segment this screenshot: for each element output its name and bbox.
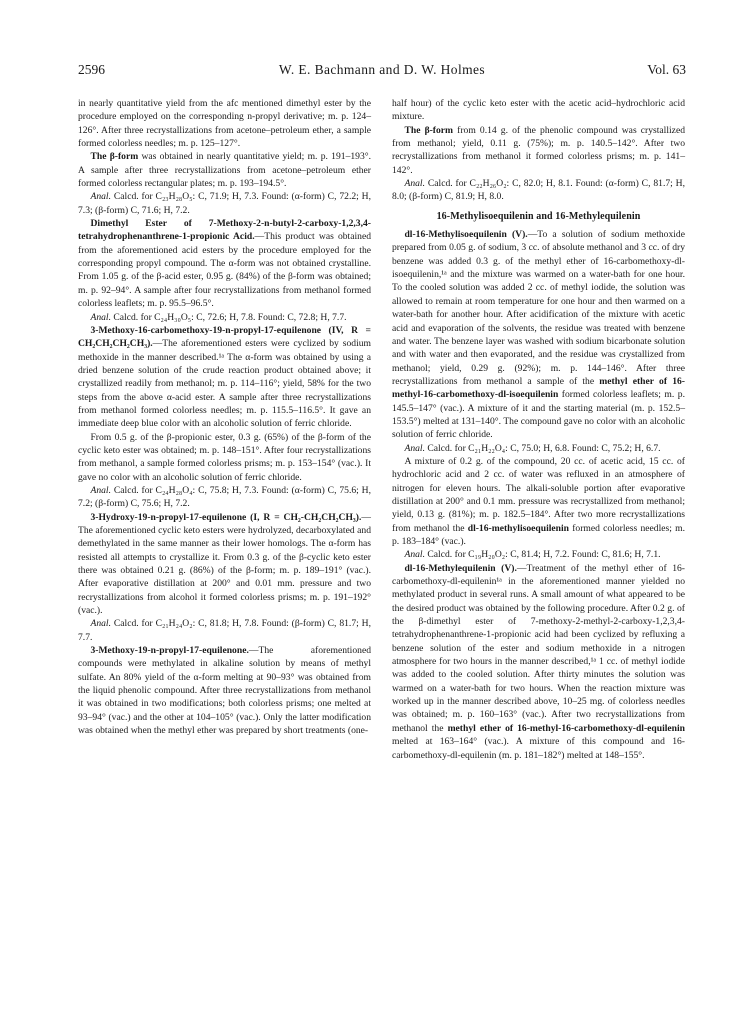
paragraph bbox=[78, 324, 371, 431]
paragraph bbox=[78, 511, 371, 618]
paragraph bbox=[392, 455, 685, 548]
paragraph-text: in nearly quantitative yield from the afc mentioned dimethyl ester by the procedure employed on the corresponding n-propyl derivative; m. p. 124–126°. After three recrystallizations from acetone–petroleum ether, a sample formed colorless needles; m. p. 125–127°. bbox=[78, 98, 371, 150]
paragraph-text: melted at 163–164° (vac.). A mixture of this compound and 16-carbomethoxy-dl-equilenin (m. p. 181–182°) melted at 148–155°. bbox=[392, 736, 685, 761]
anal-label: Anal. bbox=[404, 442, 425, 454]
analysis-paragraph bbox=[392, 177, 685, 204]
right-column bbox=[392, 97, 685, 762]
paragraph-lead: The β-form bbox=[404, 124, 454, 136]
paragraph-text: formed colorless needles; m. p. 183–184° (vac.). bbox=[392, 522, 685, 547]
section-heading: 16-Methylisoequilenin and 16-Methylequilenin bbox=[436, 210, 641, 222]
paragraph-text: —The aforementioned cyclic keto esters were hydrolyzed, decarboxylated and demethylated in the same manner as their lower homologs. The α-form has resisted all attempts to crystallize it. From 0.3 g. of the β-cyclic keto ester there was obtained 0.21 g. (86%) of the β-form; m. p. 189–191° (vac.). After evaporative distillation at 200° and 0.01 mm. pressure and two recrystallizations from alcohol it formed colorless prisms; m. p. 191–192° (vac.). bbox=[78, 511, 371, 617]
running-title: W. E. Bachmann and D. W. Holmes bbox=[278, 62, 486, 77]
running-header bbox=[78, 62, 686, 80]
paragraph-text: formed colorless leaflets; m. p. 145.5–147° (vac.). A mixture of it and the starting material (m. p. 152.5–153.5°) melted at 131–140°. The compound gave no color with an alcoholic solution of ferric chloride. bbox=[392, 389, 685, 441]
analysis-paragraph bbox=[78, 311, 371, 324]
paragraph bbox=[78, 97, 371, 150]
paragraph-text: —The aforementioned compounds were methylated in alkaline solution by means of methyl sulfate. An 80% yield of the α-form melting at 90–93° was obtained from the liquid phenolic compound. After three recrystallizations from methanol it was obtained in two modifications; both colorless prisms; one melted at 93–94° (vac.) and the other at 104–105° (vac.). Only the latter modification was obtained when the methyl ether was prepared by short treatments (one- bbox=[78, 645, 371, 737]
compound-heading: 3-Methoxy-19-n-propyl-17-equilenone. bbox=[90, 645, 249, 657]
paragraph-lead: The β-form bbox=[90, 151, 139, 163]
paragraph bbox=[78, 431, 371, 484]
analysis-paragraph bbox=[78, 617, 371, 644]
paragraph bbox=[78, 644, 371, 737]
compound-name: methyl ether of 16-methyl-16-carbomethoxy-dl-equilenin bbox=[447, 722, 685, 734]
compound-name: dl-16-methylisoequilenin bbox=[467, 522, 570, 534]
anal-label: Anal. bbox=[90, 191, 111, 203]
compound-heading: dl-16-Methylisoequilenin (V). bbox=[404, 229, 528, 241]
compound-heading: 3-Hydroxy-19-n-propyl-17-equilenone (I, R = CH₂-CH₂CH₂CH₃). bbox=[90, 511, 362, 523]
paragraph-text: Calcd. for C₂₁H₂₂O₄: C, 75.0; H, 6.8. Found: C, 75.2; H, 6.7. bbox=[425, 442, 661, 454]
paragraph-text: Calcd. for C₂₃H₂₈O₅: C, 71.9; H, 7.3. Found: (α-form) C, 72.2; H, 7.3; (β-form) C, 71.6; H, 7.2. bbox=[78, 191, 371, 216]
anal-label: Anal. bbox=[404, 549, 425, 561]
paragraph-text: Calcd. for C₂₄H₃₀O₅: C, 72.6; H, 7.8. Found: C, 72.8; H, 7.7. bbox=[111, 311, 347, 323]
analysis-paragraph bbox=[392, 548, 685, 561]
anal-label: Anal. bbox=[90, 311, 111, 323]
paragraph bbox=[392, 228, 685, 442]
paragraph-text: was obtained in nearly quantitative yield; m. p. 191–193°. A sample after three recrystallizations from acetone–petroleum ether formed colorless rectangular plates; m. p. 193–194.5°. bbox=[78, 151, 371, 190]
analysis-paragraph bbox=[78, 190, 371, 217]
paragraph bbox=[78, 217, 371, 310]
paragraph-text: A mixture of 0.2 g. of the compound, 20 cc. of acetic acid, 15 cc. of hydrochloric acid and 2 cc. of water was refluxed in an atmosphere of nitrogen for eleven hours. The alkali-soluble portion after evaporative distillation at 200° and 0.1 mm. pressure was recrystallized from methanol; yield, 0.13 g. (81%); m. p. 182.5–184°. After two more recrystallizations from methanol the bbox=[392, 455, 685, 534]
compound-heading: Dimethyl Ester of 7-Methoxy-2-n-butyl-2-carboxy-1,2,3,4-tetrahydrophenanthrene-1-propionic Acid. bbox=[78, 218, 371, 243]
paragraph-text: —The aforementioned esters were cyclized by sodium methoxide in the manner described.¹ᵃ The α-form was obtained by using a dried benzene solution of the crude reaction product obtained above; it crystallized readily from methanol; m. p. 114–116°; yield, 58% for the two steps from the above α-acid ester. A sample after three recrystallizations from methanol formed colorless needles; m. p. 115.5–116.5°. It gave an immediate deep blue color with an alcoholic solution of ferric chloride. bbox=[78, 338, 371, 430]
analysis-paragraph bbox=[392, 442, 685, 455]
paragraph-text: Calcd. for C₁₉H₂₀O₂: C, 81.4; H, 7.2. Found: C, 81.6; H, 7.1. bbox=[425, 549, 661, 561]
paragraph-text: From 0.5 g. of the β-propionic ester, 0.3 g. (65%) of the β-form of the cyclic keto ester was obtained; m. p. 148–151°. After four recrystallizations from methanol, a sample formed colorless prisms; m. p. 153–154° (vac.). It gave no color with an alcoholic solution of ferric chloride. bbox=[78, 431, 371, 483]
paragraph bbox=[392, 124, 685, 177]
anal-label: Anal. bbox=[90, 618, 111, 630]
volume-label: Vol. 63 bbox=[647, 62, 686, 77]
paragraph-text: Calcd. for C₂₄H₂₈O₄: C, 75.8; H, 7.3. Found: (α-form) C, 75.6; H, 7.2; (β-form) C, 75.6; H, 7.2. bbox=[78, 484, 371, 510]
compound-heading: dl-16-Methylequilenin (V). bbox=[404, 562, 517, 574]
paragraph-text: half hour) of the cyclic keto ester with the acetic acid–hydrochloric acid mixture. bbox=[392, 98, 685, 123]
paragraph bbox=[392, 97, 685, 124]
compound-heading: 3-Methoxy-16-carbomethoxy-19-n-propyl-17-equilenone (IV, R = CH₂CH₂CH₂CH₃). bbox=[78, 324, 371, 350]
page-number: 2596 bbox=[78, 62, 105, 77]
left-column bbox=[78, 97, 371, 738]
compound-name: methyl ether of 16-methyl-16-carbomethoxy-dl-isoequilenin bbox=[392, 375, 685, 401]
paragraph-text: —This product was obtained from the aforementioned acid esters by the procedure employed for the corresponding propyl compound. The α-form was not obtained crystalline. From 1.05 g. of the β-acid ester, 0.95 g. (84%) of the β-form was obtained; m. p. 92–94°. A sample after four recrystallizations from methanol formed colorless leaflets; m. p. 95.5–96.5°. bbox=[78, 231, 372, 310]
analysis-paragraph bbox=[78, 484, 371, 511]
paragraph-text: —To a solution of sodium methoxide prepared from 0.05 g. of sodium, 3 cc. of absolute methanol and 3 cc. of dry benzene was added 0.3 g. of the methyl ether of 16-carbomethoxy-dl-isoequilenin,¹ᵃ and the mixture was warmed on a water-bath for one hour. To the cooled solution was added 2 cc. of methyl iodide, the solution was allowed to remain at room temperature for one hour and then warmed on a water-bath for another hour. After acidification of the mixture with acetic acid and evaporation of the solvents, the residue was treated with benzene and water. The benzene layer was washed with sodium bicarbonate solution and with water and then evaporated, and the residue was crystallized from methanol; yield, 0.29 g. (92%); m. p. 144–146°. After three recrystallizations from methanol a sample of the bbox=[392, 229, 685, 387]
anal-label: Anal. bbox=[90, 484, 111, 496]
anal-label: Anal. bbox=[404, 178, 425, 190]
paragraph-text: from 0.14 g. of the phenolic compound was crystallized from methanol; yield, 0.11 g. (75%); m. p. 140.5–142°. After two recrystallizations from methanol it formed colorless prisms; m. p. 141–142°. bbox=[392, 124, 685, 176]
paragraph-text: Calcd. for C₂₁H₂₄O₂: C, 81.8; H, 7.8. Found: (β-form) C, 81.7; H, 7.7. bbox=[78, 618, 371, 643]
paragraph bbox=[78, 150, 371, 190]
paragraph-text: Calcd. for C₂₂H₂₆O₂: C, 82.0; H, 8.1. Found: (α-form) C, 81.7; H, 8.0; (β-form) C, 81.9; H, 8.0. bbox=[392, 178, 685, 203]
paragraph bbox=[392, 562, 685, 762]
paragraph-text: —Treatment of the methyl ether of 16-carbomethoxy-dl-equilenin¹ᵃ in the aforementioned manner yielded no methylated product in several runs. A small amount of what appeared to be the desired product was obtained by the following procedure. After 0.2 g. of the β-dimethyl ester of 7-methoxy-2-methyl-2-carboxy-1,2,3,4-tetrahydrophenanthrene-1-propionic acid had been cyclized by refluxing a benzene solution of the ester and sodium methoxide in a nitrogen atmosphere for two hours in the manner described,¹ᵃ 1 cc. of methyl iodide was added to the cooled solution. After thirty minutes the solution was warmed on a water-bath for two hours. When the reaction mixture was worked up in the manner described above, 10–25 mg. of colorless needles was obtained; m. p. 160–163° (vac.). After two recrystallizations from methanol the bbox=[392, 562, 685, 734]
